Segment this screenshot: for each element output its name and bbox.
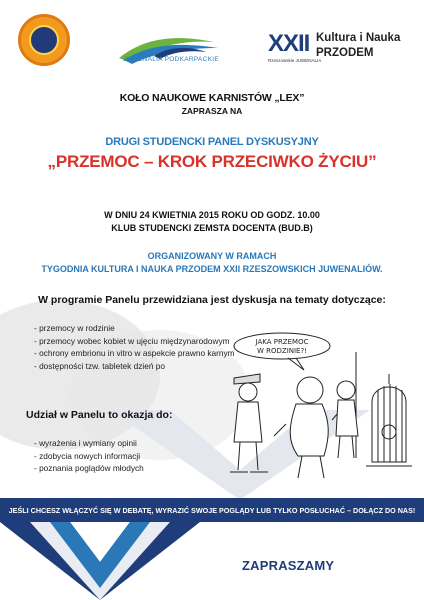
- event-venue: KLUB STUDENCKI ZEMSTA DOCENTA (BUD.B): [111, 223, 313, 233]
- panel-title: „PRZEMOC – KROK PRZECIWKO ŻYCIU”: [47, 152, 377, 171]
- juwenalia-logo: [114, 28, 224, 72]
- speech-bubble-line1: JAKA PRZEMOC: [255, 338, 309, 346]
- speech-bubble-line2: W RODZINIE?!: [256, 347, 308, 355]
- event-date: W DNIU 24 KWIETNIA 2015 ROKU OD GODZ. 10.00: [104, 210, 320, 220]
- list-item: - przemocy w rodzinie: [34, 323, 115, 333]
- list-item: - zdobycia nowych informacji: [34, 450, 141, 461]
- call-to-action-banner: JEŚLI CHCESZ WŁĄCZYĆ SIĘ W DEBATĘ, WYRAZIĆ SWOJE POGLĄDY LUB TYLKO POSŁUCHAĆ – DOŁĄCZ DO NAS!: [0, 498, 424, 522]
- list-item: - ochrony embrionu in vitro w aspekcie prawno karnym: [34, 348, 235, 358]
- kin-subtitle: Rzeszowskie JUWENALIA: [268, 58, 322, 63]
- list-item: - dostępności tzw. tabletek dzień po: [34, 360, 165, 371]
- crest-emblem: [29, 25, 59, 55]
- program-heading: W programie Panelu przewidziana jest dyskusja na tematy dotyczące:: [38, 294, 386, 306]
- kin-line2: PRZODEM: [316, 47, 374, 59]
- panel-type: DRUGI STUDENCKI PANEL DYSKUSYJNY: [105, 136, 319, 148]
- organizer-name: KOŁO NAUKOWE KARNISTÓW „LEX”: [119, 92, 305, 104]
- footer-chevron-graphic: [0, 522, 200, 600]
- invites-text: ZAPRASZA NA: [181, 106, 243, 116]
- club-crest-logo: [18, 14, 70, 66]
- kin-numeral: XXII: [268, 30, 310, 57]
- kin-line1: Kultura i Nauka: [316, 32, 401, 44]
- cartoon-illustration: [226, 332, 412, 484]
- closing-invitation: ZAPRASZAMY: [242, 558, 335, 573]
- topic-list: [34, 322, 235, 372]
- organized-within-event: TYGODNIA KULTURA I NAUKA PRZODEM XXII RZESZOWSKICH JUWENALIÓW.: [41, 264, 383, 274]
- opportunity-heading: Udział w Panelu to okazja do:: [26, 409, 173, 421]
- logo-header: [0, 10, 424, 76]
- organized-within-label: ORGANIZOWANY W RAMACH: [147, 251, 277, 261]
- list-item: - przemocy wobec kobiet w ujęciu międzynarodowym: [34, 335, 230, 346]
- kultura-i-nauka-logo: [268, 28, 408, 76]
- list-item: - wyrażenia i wymiany opinii: [34, 438, 137, 448]
- juwenalia-label: JUWENALIA PODKARPACKIE: [122, 56, 220, 63]
- opportunity-list: [34, 437, 144, 475]
- list-item: - poznania poglądów młodych: [34, 463, 144, 473]
